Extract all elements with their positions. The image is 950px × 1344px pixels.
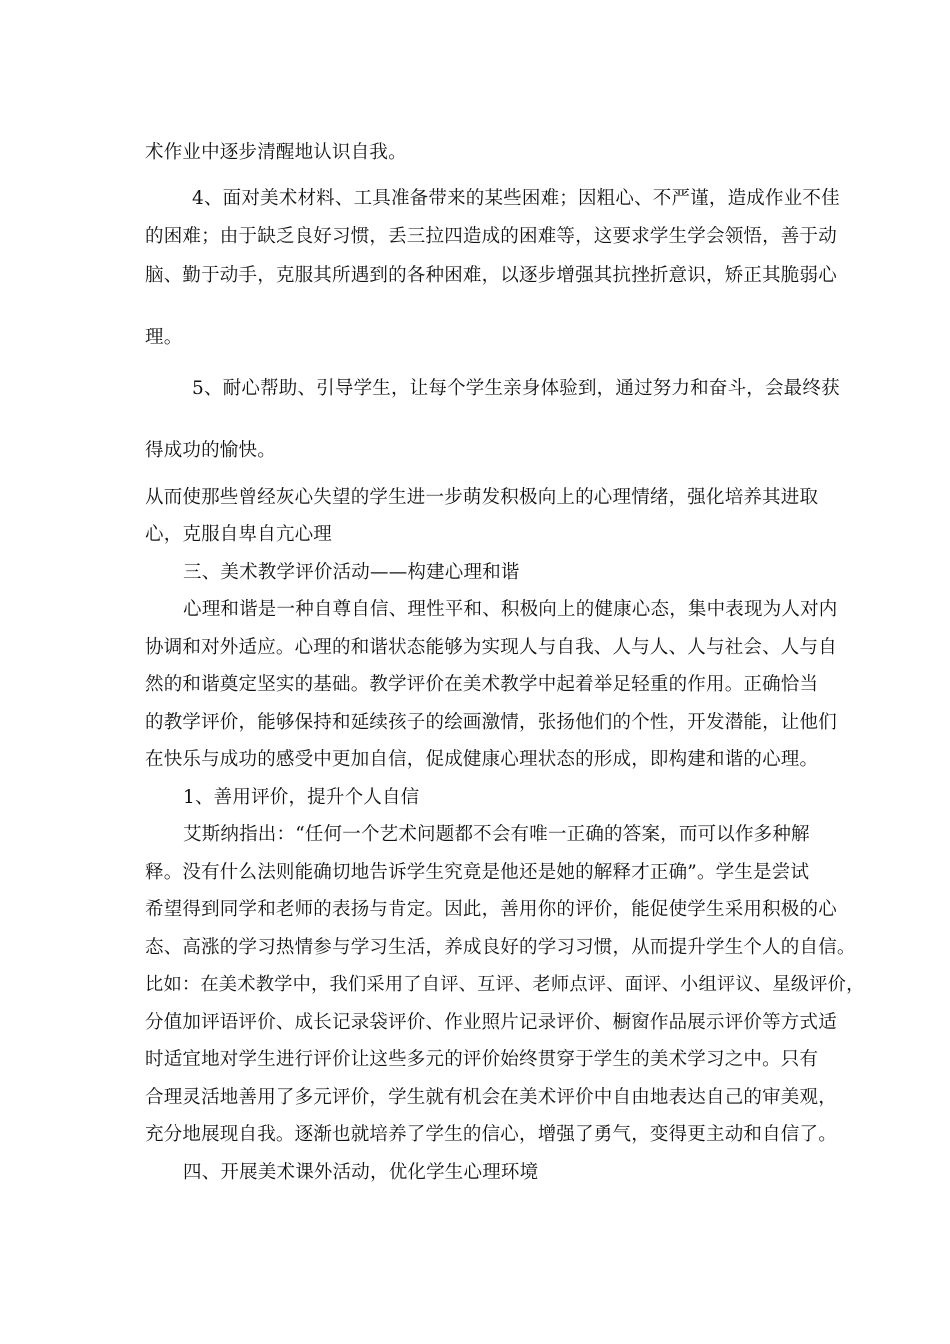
paragraph-line: 艾斯纳指出：“任何一个艺术问题都不会有唯一正确的答案，而可以作多种解 — [183, 824, 810, 845]
paragraph-line: 态、高涨的学习热情参与学习生活，养成良好的学习习惯，从而提升学生个人的自信。 — [145, 937, 856, 958]
paragraph-line: 心理和谐是一种自尊自信、理性平和、积极向上的健康心态，集中表现为人对内 — [183, 599, 838, 620]
paragraph-line: 协调和对外适应。心理的和谐状态能够为实现人与自我、人与人、人与社会、人与自 — [145, 637, 837, 658]
paragraph-line: 时适宜地对学生进行评价让这些多元的评价始终贯穿于学生的美术学习之中。只有 — [145, 1049, 819, 1070]
list-item-4-line-2: 的困难；由于缺乏良好习惯，丢三拉四造成的困难等，这要求学生学会领悟，善于动 — [145, 226, 837, 247]
paragraph-line: 合理灵活地善用了多元评价，学生就有机会在美术评价中自由地表达自己的审美观， — [145, 1087, 837, 1108]
paragraph-line: 在快乐与成功的感受中更加自信，促成健康心理状态的形成，即构建和谐的心理。 — [145, 749, 819, 770]
paragraph-line: 心，克服自卑自亢心理 — [145, 524, 333, 545]
paragraph-line: 从而使那些曾经灰心失望的学生进一步萌发积极向上的心理情绪，强化培养其进取 — [145, 487, 819, 508]
paragraph-line: 充分地展现自我。逐渐也就培养了学生的信心，增强了勇气，变得更主动和自信了。 — [145, 1124, 837, 1145]
list-item-4-line-4: 理。 — [145, 327, 183, 348]
paragraph-line: 比如：在美术教学中，我们采用了自评、互评、老师点评、面评、小组评议、星级评价， — [145, 974, 865, 995]
paragraph-line: 希望得到同学和老师的表扬与肯定。因此，善用你的评价，能促使学生采用积极的心 — [145, 899, 837, 920]
list-item-5-line-1: 5、耐心帮助、引导学生，让每个学生亲身体验到，通过努力和奋斗，会最终获 — [192, 378, 840, 399]
section-heading-3: 三、美术教学评价活动——构建心理和谐 — [183, 562, 520, 583]
section-heading-4: 四、开展美术课外活动，优化学生心理环境 — [183, 1162, 539, 1183]
text-line-1: 术作业中逐步清醒地认识自我。 — [145, 142, 407, 163]
subheading-1: 1、善用评价，提升个人自信 — [183, 787, 420, 808]
list-item-4-line-3: 脑、勤于动手，克服其所遇到的各种困难，以逐步增强其抗挫折意识，矫正其脆弱心 — [145, 265, 837, 286]
paragraph-line: 释。没有什么法则能确切地告诉学生究竟是他还是她的解释才正确”。学生是尝试 — [145, 862, 810, 883]
list-item-5-line-2: 得成功的愉快。 — [145, 440, 276, 461]
paragraph-line: 然的和谐奠定坚实的基础。教学评价在美术教学中起着举足轻重的作用。正确恰当 — [145, 674, 819, 695]
paragraph-line: 分值加评语评价、成长记录袋评价、作业照片记录评价、橱窗作品展示评价等方式适 — [145, 1012, 837, 1033]
paragraph-line: 的教学评价，能够保持和延续孩子的绘画激情，张扬他们的个性，开发潜能，让他们 — [145, 712, 837, 733]
list-item-4-line-1: 4、面对美术材料、工具准备带来的某些困难；因粗心、不严谨，造成作业不佳 — [192, 188, 840, 209]
